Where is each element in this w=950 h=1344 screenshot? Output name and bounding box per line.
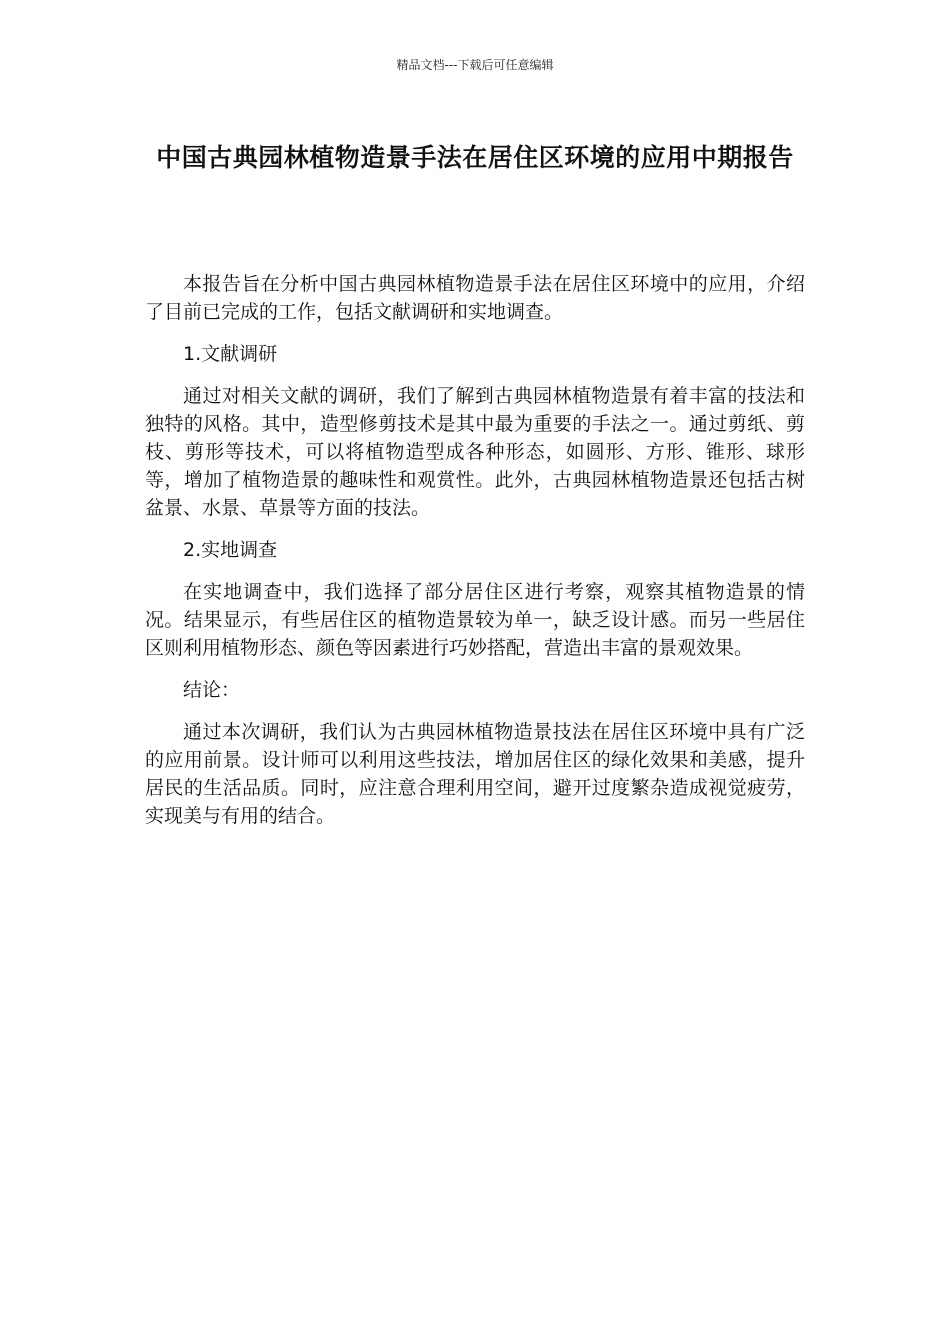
section-heading-literature: 1.文献调研	[183, 343, 278, 365]
page-header: 精品文档---下载后可任意编辑	[396, 58, 554, 72]
section-heading-field-survey: 2.实地调查	[183, 539, 278, 561]
section-heading-conclusion: 结论：	[183, 679, 241, 701]
conclusion-paragraph: 通过本次调研，我们认为古典园林植物造景技法在居住区环境中具有广泛的应用前景。设计师可以利用这些技法，增加居住区的绿化效果和美感，提升居民的生活品质。同时，应注意合理利用空间，避开过度繁杂造成视觉疲劳，实现美与有用的结合。	[145, 721, 805, 827]
field-survey-paragraph: 在实地调查中，我们选择了部分居住区进行考察，观察其植物造景的情况。结果显示，有些居住区的植物造景较为单一，缺乏设计感。而另一些居住区则利用植物形态、颜色等因素进行巧妙搭配，营造出丰富的景观效果。	[145, 581, 805, 659]
document-body	[145, 270, 805, 844]
document-title: 中国古典园林植物造景手法在居住区环境的应用中期报告	[156, 143, 794, 172]
literature-paragraph: 通过对相关文献的调研，我们了解到古典园林植物造景有着丰富的技法和独特的风格。其中，造型修剪技术是其中最为重要的手法之一。通过剪纸、剪枝、剪形等技术，可以将植物造型成各种形态，如圆形、方形、锥形、球形等，增加了植物造景的趣味性和观赏性。此外，古典园林植物造景还包括古树盆景、水景、草景等方面的技法。	[145, 385, 805, 519]
intro-paragraph: 本报告旨在分析中国古典园林植物造景手法在居住区环境中的应用，介绍了目前已完成的工作，包括文献调研和实地调查。	[145, 273, 805, 323]
